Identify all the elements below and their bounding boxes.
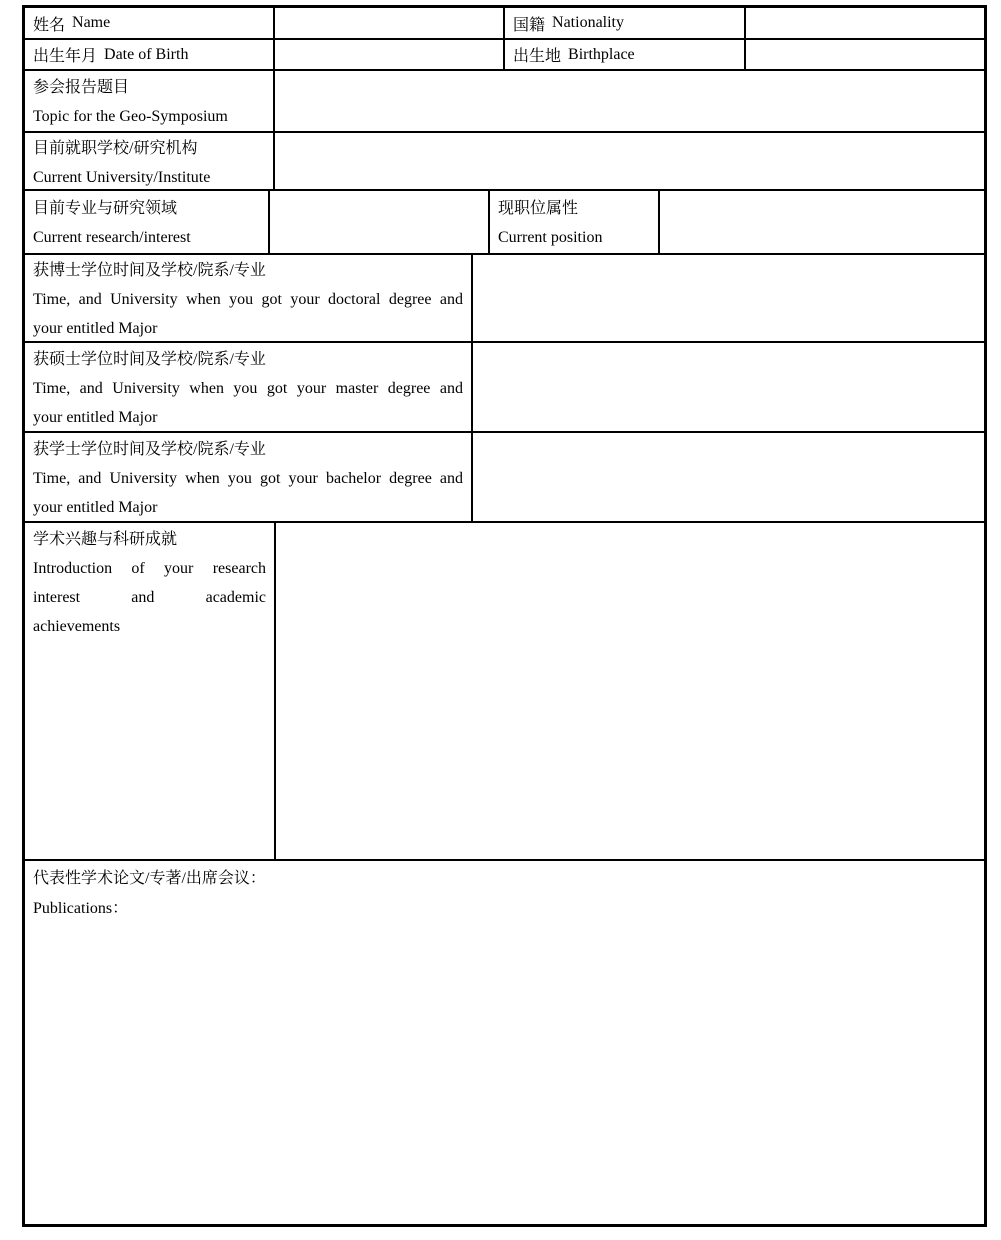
row-doctoral-degree — [25, 255, 984, 343]
birthplace-field[interactable] — [746, 40, 984, 69]
research-interest-label-en: Current research/interest — [33, 229, 191, 246]
row-publications — [25, 861, 984, 1224]
nationality-label-en: Nationality — [552, 14, 624, 31]
current-university-label — [25, 133, 275, 189]
master-degree-field[interactable] — [473, 343, 984, 431]
current-position-label — [490, 191, 660, 253]
doctoral-degree-label-en-line1: Time, and University when you got your doctoral degree and — [33, 291, 463, 308]
research-interest-label-zh: 目前专业与研究领域 — [33, 200, 178, 217]
name-label-zh: 姓名 — [33, 16, 66, 34]
dob-field[interactable] — [275, 40, 505, 69]
current-position-field[interactable] — [660, 191, 984, 253]
current-university-label-zh: 目前就职学校/研究机构 — [33, 140, 198, 157]
name-label-en: Name — [72, 14, 111, 31]
doctoral-degree-field[interactable] — [473, 255, 984, 341]
doctoral-degree-label — [25, 255, 473, 341]
master-degree-label — [25, 343, 473, 431]
nationality-label — [505, 8, 746, 38]
nationality-field[interactable] — [746, 8, 984, 38]
academic-achievements-field[interactable] — [276, 523, 984, 859]
master-degree-label-en-line1: Time, and University when you got your master degree and — [33, 380, 463, 397]
row-master-degree — [25, 343, 984, 433]
dob-label-en: Date of Birth — [104, 45, 189, 63]
row-bachelor-degree — [25, 433, 984, 523]
academic-achievements-label-en-line3: achievements — [33, 618, 121, 635]
nationality-label-zh: 国籍 — [513, 16, 546, 34]
doctoral-degree-label-zh: 获博士学位时间及学校/院系/专业 — [33, 262, 266, 279]
bachelor-degree-label-zh: 获学士学位时间及学校/院系/专业 — [33, 441, 266, 458]
academic-achievements-label — [25, 523, 276, 859]
birthplace-label-zh: 出生地 — [513, 48, 562, 65]
row-research-position — [25, 191, 984, 255]
publications-label-en: Publications： — [33, 900, 129, 917]
row-dob-birthplace — [25, 40, 984, 71]
academic-achievements-label-en-line2: interest and academic — [33, 589, 266, 606]
birthplace-label — [505, 40, 746, 69]
topic-label-zh: 参会报告题目 — [33, 79, 130, 96]
current-university-field[interactable] — [275, 133, 984, 189]
doctoral-degree-label-en-line2: your entitled Major — [33, 320, 158, 337]
bachelor-degree-label-en-line1: Time, and University when you got your bachelor degree and — [33, 470, 463, 487]
current-position-label-en: Current position — [498, 229, 603, 246]
row-current-university — [25, 133, 984, 191]
publications-label-zh: 代表性学术论文/专著/出席会议： — [33, 870, 266, 887]
name-label — [25, 8, 275, 38]
row-topic — [25, 71, 984, 133]
row-academic-achievements — [25, 523, 984, 861]
birthplace-label-en: Birthplace — [568, 45, 635, 63]
name-field[interactable] — [275, 8, 505, 38]
registration-form-table — [22, 5, 987, 1227]
bachelor-degree-label — [25, 433, 473, 521]
academic-achievements-label-en-line1: Introduction of your research — [33, 560, 266, 577]
master-degree-label-zh: 获硕士学位时间及学校/院系/专业 — [33, 351, 266, 368]
topic-label — [25, 71, 275, 131]
bachelor-degree-field[interactable] — [473, 433, 984, 521]
current-position-label-zh: 现职位属性 — [498, 200, 579, 217]
master-degree-label-en-line2: your entitled Major — [33, 409, 158, 426]
current-university-label-en: Current University/Institute — [33, 169, 211, 186]
topic-label-en: Topic for the Geo-Symposium — [33, 108, 228, 125]
topic-field[interactable] — [275, 71, 984, 131]
bachelor-degree-label-en-line2: your entitled Major — [33, 499, 158, 516]
academic-achievements-label-zh: 学术兴趣与科研成就 — [33, 531, 178, 548]
research-interest-field[interactable] — [270, 191, 490, 253]
dob-label-zh: 出生年月 — [33, 48, 98, 65]
dob-label — [25, 40, 275, 69]
row-name-nationality — [25, 8, 984, 40]
research-interest-label — [25, 191, 270, 253]
publications-cell[interactable] — [25, 861, 984, 1224]
